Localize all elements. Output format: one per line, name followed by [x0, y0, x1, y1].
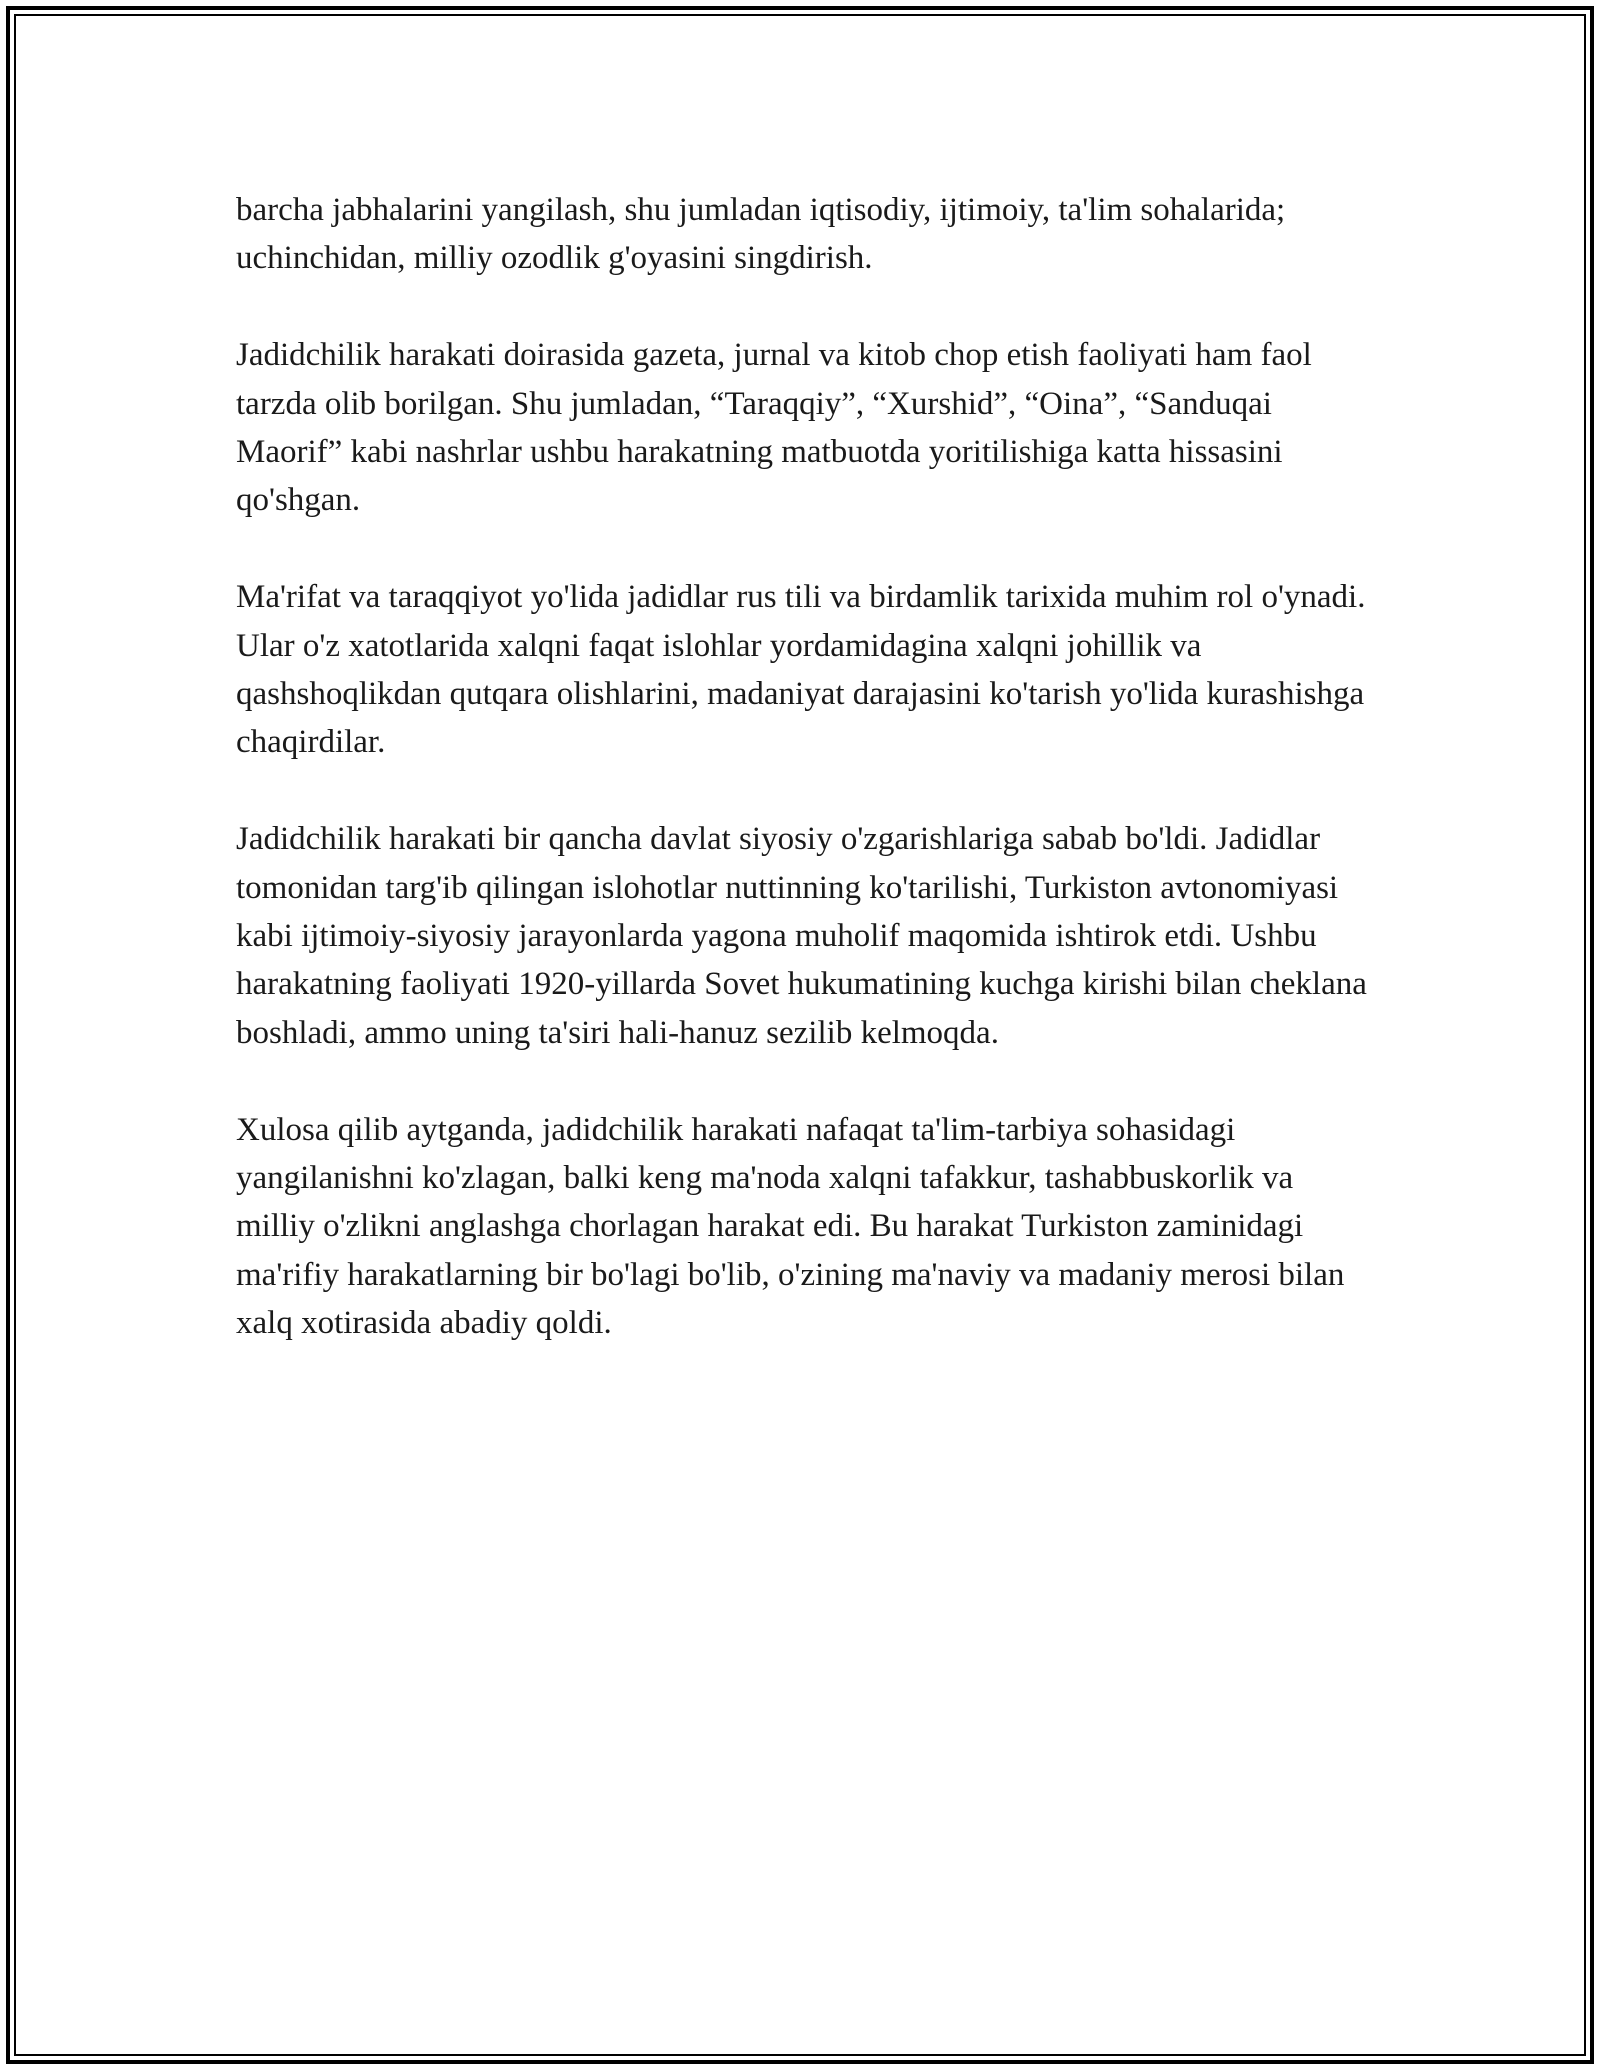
paragraph-1: barcha jabhalarini yangilash, shu jumladan iqtisodiy, ijtimoiy, ta'lim sohalarida; uchinchidan, milliy ozodlik g'oyasini singdirish. — [236, 192, 1286, 277]
paragraph-2: Jadidchilik harakati doirasida gazeta, jurnal va kitob chop etish faoliyati ham faol tarzda olib borilgan. Shu jumladan, “Taraqqiy”, “Xurshid”, “Oina”, “Sanduqai Maorif” kabi nashrlar ushbu harakatning matbuotda yoritilishiga katta hissasini qo'shgan. — [236, 337, 1312, 519]
paragraph-4: Jadidchilik harakati bir qancha davlat siyosiy o'zgarishlariga sabab bo'ldi. Jadidlar tomonidan targ'ib qilingan islohotlar nuttinning ko'tarilishi, Turkiston avtonomiyasi kabi ijtimoiy-siyosiy jarayonlarda yagona muholif maqomida ishtirok etdi. Ushbu harakatning faoliyati 1920-yillarda Sovet hukumatining kuchga kirishi bilan cheklana boshladi, ammo uning ta'siri hali-hanuz sezilib kelmoqda. — [236, 821, 1367, 1051]
paragraph-3: Ma'rifat va taraqqiyot yo'lida jadidlar rus tili va birdamlik tarixida muhim rol o'ynadi. Ular o'z xatotlarida xalqni faqat islohlar yordamidagina xalqni johillik va qashshoqlikdan qutqara olishlarini, madaniyat darajasini ko'tarish yo'lida kurashishga chaqirdilar. — [236, 579, 1366, 761]
document-body — [236, 186, 1376, 1396]
paragraph-5: Xulosa qilib aytganda, jadidchilik harakati nafaqat ta'lim-tarbiya sohasidagi yangilanishni ko'zlagan, balki keng ma'noda xalqni tafakkur, tashabbuskorlik va milliy o'zlikni anglashga chorlagan harakat edi. Bu harakat Turkiston zaminidagi ma'rifiy harakatlarning bir bo'lagi bo'lib, o'zining ma'naviy va madaniy merosi bilan xalq xotirasida abadiy qoldi. — [236, 1111, 1345, 1342]
